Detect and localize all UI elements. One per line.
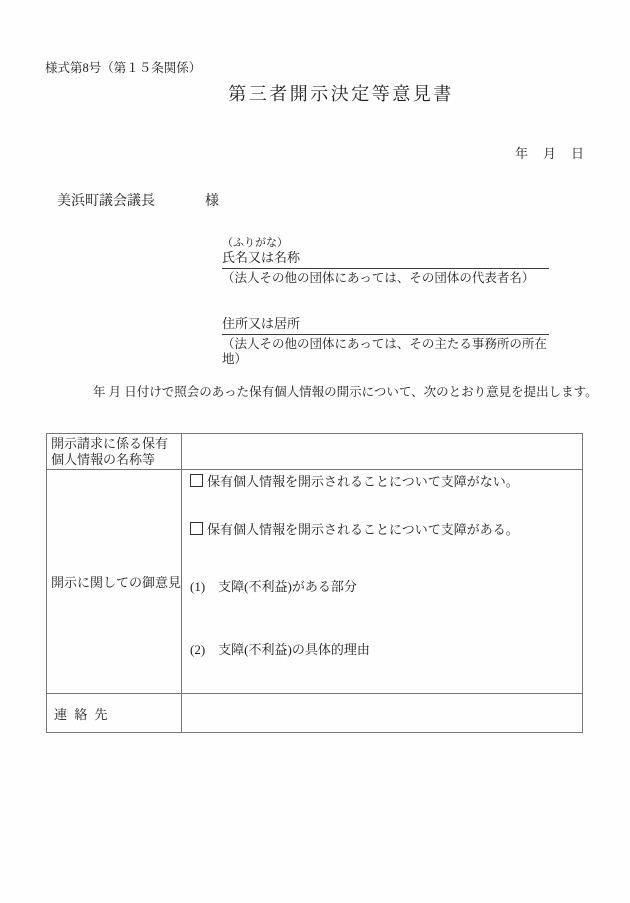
- document-title: 第三者開示決定等意見書: [228, 84, 454, 104]
- name-field-label: 氏名又は名称: [222, 250, 549, 269]
- table-row3-header: 連 絡 先: [47, 693, 182, 732]
- form-number: 様式第8号（第１５条関係）: [45, 61, 202, 75]
- table-row3-value: [182, 693, 582, 732]
- option-no-objection-label: 保有個人情報を開示されることについて支障がない。: [207, 474, 519, 489]
- table-row1-header: 開示請求に係る保有個人情報の名称等: [47, 434, 182, 469]
- table-row2-value: [182, 469, 582, 693]
- table-row1-value: [182, 434, 582, 469]
- opinion-table: [46, 433, 583, 733]
- option-has-objection-label: 保有個人情報を開示されることについて支障がある。: [207, 522, 519, 537]
- name-field-block: [222, 236, 549, 286]
- table-row2-header: 開示に関しての御意見: [47, 469, 182, 693]
- declaration-sentence: 年 月 日付けで照会のあった保有個人情報の開示について、次のとおり意見を提出します。: [93, 385, 598, 399]
- objection-part-label: (1) 支障(不利益)がある部分: [190, 579, 357, 594]
- option-has-objection: [190, 522, 578, 537]
- date-line: 年 月 日: [514, 146, 585, 161]
- addressee-honorific: 様: [205, 194, 219, 209]
- address-field-label: 住所又は居所: [222, 316, 549, 335]
- addressee-line: [57, 190, 219, 210]
- address-field-block: [222, 316, 549, 367]
- name-field-note: （法人その他の団体にあっては、その団体の代表者名）: [222, 271, 535, 285]
- furigana-label: （ふりがな）: [222, 237, 288, 249]
- objection-reason-label: (2) 支障(不利益)の具体的理由: [190, 642, 370, 657]
- addressee-name: 美浜町議会議長: [57, 194, 155, 209]
- checkbox-unchecked-icon: [190, 474, 203, 487]
- checkbox-unchecked-icon: [190, 522, 203, 535]
- address-field-note: （法人その他の団体にあっては、その主たる事務所の所在地）: [222, 337, 547, 366]
- option-no-objection: [190, 474, 578, 489]
